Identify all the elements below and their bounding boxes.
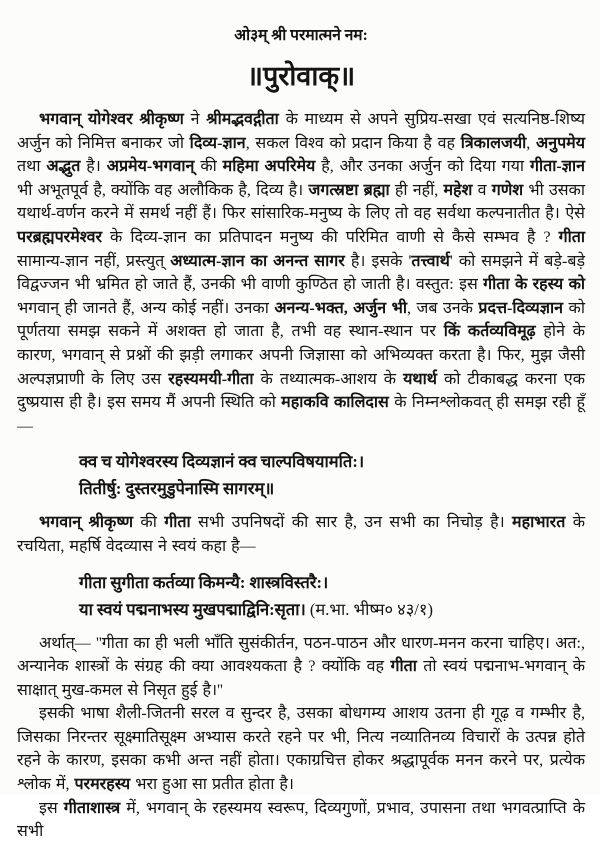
text-segment: है, और उनका अर्जुन को दिया गया bbox=[315, 158, 530, 176]
emphasis-text: भगवान् श्रीकृष्ण bbox=[39, 514, 134, 532]
emphasis-text: दिव्य-ज्ञान bbox=[189, 134, 246, 152]
text-segment: तो स्वयं पद्मनाभ-भगवान् के साक्षात् मुख-कमल से निसृत हुई है।'' bbox=[17, 658, 586, 699]
text-segment: के दिव्य-ज्ञान का प्रतिपादन मनुष्य की परिमित वाणी से कैसे सम्भव है ? bbox=[102, 228, 559, 246]
emphasis-text: प्रदत्त-दिव्यज्ञान bbox=[478, 299, 564, 317]
emphasis-text: किं कर्तव्यविमूढ़ bbox=[443, 323, 536, 341]
verse-vedavyasa-line-1 bbox=[79, 569, 585, 596]
emphasis-text: अनन्य-भक्त, अर्जुन भी bbox=[274, 299, 408, 317]
paragraph-gita-essence bbox=[17, 511, 585, 558]
text-segment: तथा bbox=[17, 158, 47, 176]
text-segment: भी अभूतपूर्व है, क्योंकि वह अलौकिक है, दिव्य है। bbox=[17, 181, 309, 199]
emphasis-text: यथार्थ bbox=[403, 370, 437, 388]
emphasis-text: जगत्स्रष्टा ब्रह्मा bbox=[308, 181, 390, 199]
text-segment: है। bbox=[80, 158, 107, 176]
text-segment: के रचयिता, महर्षि वेदव्यास ने स्वयं कहा है— bbox=[17, 514, 585, 555]
invocation-line: ओ३म् श्री परमात्मने नम: bbox=[234, 27, 368, 44]
emphasis-text: त्रिकालजयी bbox=[460, 134, 527, 152]
emphasis-text: गीता bbox=[390, 658, 417, 676]
emphasis-text: क्व च योगेश्वरस्य दिव्यज्ञानं क्व चाल्पविषयामति:। bbox=[79, 452, 365, 472]
emphasis-text: तितीर्षु: दुस्तरमुडुपेनास्मि सागरम्॥ bbox=[79, 479, 275, 499]
emphasis-text: गीता के रहस्य को bbox=[483, 276, 585, 294]
text-segment: (म.भा. भीष्म० ४३/१) bbox=[309, 599, 433, 619]
emphasis-text: गीताशास्त्र bbox=[63, 799, 121, 817]
emphasis-text: या स्वयं पद्मनाभस्य मुखपद्माद्विनि:सृता। bbox=[79, 599, 310, 619]
text-segment: में, भगवान् के रहस्यमय स्वरूप, दिव्यगुणों, प्रभाव, उपासना तथा भगवत्प्राप्ति के सभी bbox=[17, 799, 585, 841]
emphasis-text: महिमा अपरिमेय bbox=[222, 158, 316, 176]
emphasis-text: महेश bbox=[443, 181, 473, 199]
text-segment: भगवान् ही जानते हैं, अन्य कोई नहीं। उनका bbox=[17, 299, 275, 317]
text-segment: ' को समझने में बड़े-बड़े विद्वज्जन भी भ्रमित हो जाते हैं, उनकी भी वाणी कुण्ठित हो जाती है। वस्तुत: इस bbox=[17, 252, 586, 294]
text-segment: की bbox=[133, 514, 165, 532]
text-segment: इसकी भाषा शैली-जितनी सरल व सुन्दर है, उसका बोधगम्य आशय उतना ही गूढ़ व गम्भीर है, जिसका निरन्तर सूक्ष्मातिसूक्ष्म अभ्यास करते रहने पर भी, नित्य नव्यातिनव्य विचारों के उत्पन्न होते रहने के कारण, इसका कभी अन्त नहीं होता। एकाग्रचित्त होकर श्रद्धापूर्वक मनन करने पर, प्रत्येक श्लोक में, bbox=[17, 705, 585, 794]
emphasis-text: गीता-ज्ञान bbox=[529, 158, 585, 176]
emphasis-text: गीता सुगीता कर्तव्या किमन्यै: शास्त्रविस्तरै:। bbox=[79, 572, 329, 592]
text-segment: भी उसका यथार्थ-वर्णन करने में समर्थ नहीं हैं। फिर सांसारिक-मनुष्य के लिए तो वह सर्वथा कल्पनातीत है। ऐसे bbox=[17, 181, 585, 223]
emphasis-text: महाभारत bbox=[512, 514, 566, 532]
emphasis-text: अध्यात्म-ज्ञान का अनन्त सागर bbox=[170, 252, 345, 270]
emphasis-text: रहस्यमयी-गीता bbox=[168, 370, 254, 388]
emphasis-text: परमरहस्य bbox=[74, 776, 131, 794]
paragraph-language-style bbox=[17, 702, 585, 796]
emphasis-text: महाकवि कालिदास bbox=[281, 394, 389, 412]
emphasis-text: गीता bbox=[558, 228, 585, 246]
emphasis-text: अद्भुत bbox=[46, 158, 81, 176]
text-segment: भरा हुआ सा प्रतीत होता है। bbox=[130, 776, 294, 794]
emphasis-text: परब्रह्मपरमेश्वर bbox=[17, 228, 103, 246]
verse-kalidasa bbox=[79, 448, 585, 502]
verse-vedavyasa bbox=[79, 569, 585, 623]
verse-kalidasa-line-1 bbox=[79, 448, 585, 475]
text-segment: व bbox=[472, 181, 492, 199]
text-segment: सामान्य-ज्ञान नहीं, प्रस्त्युत् bbox=[17, 252, 171, 270]
text-segment: के निम्नश्लोकवत् ही समझ रही हूँ— bbox=[17, 394, 585, 435]
emphasis-text: गीता bbox=[164, 514, 191, 532]
text-segment: , जब उनके bbox=[407, 299, 479, 317]
emphasis-text: तत्त्वार्थ bbox=[411, 252, 450, 270]
text-segment: की bbox=[194, 158, 223, 176]
page-title: ॥पुरोवाक्॥ bbox=[246, 61, 356, 91]
text-segment: है। इसके ' bbox=[344, 252, 412, 270]
text-segment: होने के कारण, भगवान् से प्रश्नों की झड़ी लगाकर अपनी जिज्ञासा को अभिव्यक्त करता है। फिर, मुझ जैसी अल्पज्ञप्राणी के लिए उस bbox=[17, 323, 585, 388]
text-segment: अर्थात्— ''गीता का ही भली भाँति सुसंकीर्तन, पठन-पाठन और धारण-मनन करना चाहिए। अत:, अन्यानेक शास्त्रों के संग्रह की क्या आवश्यकता है ? क्योंकि वह bbox=[17, 634, 585, 676]
text-segment: , bbox=[526, 134, 536, 152]
paragraph-gitashastra bbox=[17, 797, 585, 844]
text-segment: के तथ्यात्मक-आशय के bbox=[253, 370, 404, 388]
text-segment: के माध्यम से अपने सुप्रिय-सखा एवं सत्यनिष्ठ-शिष्य अर्जुन को निमित्त बनाकर जो bbox=[17, 111, 585, 152]
verse-vedavyasa-line-2 bbox=[79, 596, 585, 623]
paragraph-meaning bbox=[17, 632, 585, 703]
verse-kalidasa-line-2 bbox=[79, 475, 585, 502]
text-segment: ने bbox=[183, 111, 207, 128]
emphasis-text: अनुपमेय bbox=[535, 134, 586, 152]
emphasis-text: भगवान् योगेश्वर श्रीकृष्ण bbox=[39, 111, 184, 128]
emphasis-text: गणेश bbox=[491, 181, 524, 199]
emphasis-text: अप्रमेय-भगवान् bbox=[106, 158, 195, 176]
text-segment: को पूर्णतया समझ सकने में अशक्त हो जाता है, तभी वह स्थान-स्थान पर bbox=[17, 299, 585, 341]
text-segment: ही नहीं, bbox=[389, 181, 444, 199]
text-segment: को टीकाबद्ध करना एक दुष्प्रयास ही है। इस समय मैं अपनी स्थिति को bbox=[17, 370, 586, 412]
emphasis-text: श्रीमद्भवद्गीता bbox=[206, 111, 279, 128]
text-segment: इस bbox=[39, 799, 64, 817]
text-segment: सभी उपनिषदों की सार है, उन सभी का निचोड़ है। bbox=[190, 514, 513, 532]
text-segment: , सकल विश्व को प्रदान किया है वह bbox=[245, 134, 461, 152]
paragraph-intro bbox=[17, 108, 585, 438]
